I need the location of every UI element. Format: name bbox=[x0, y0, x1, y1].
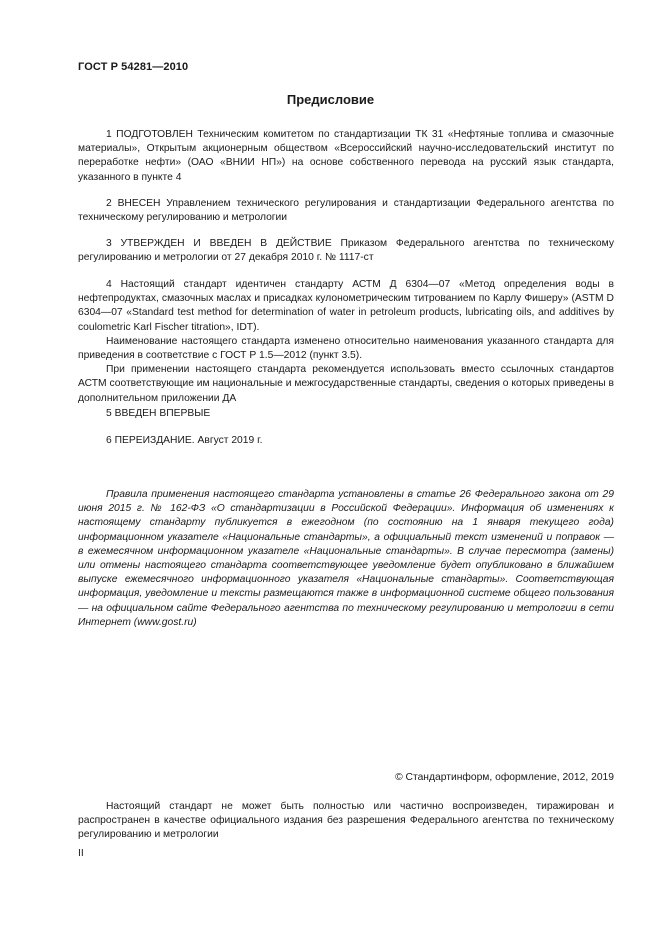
item-6-text: 6 ПЕРЕИЗДАНИЕ. Август 2019 г. bbox=[106, 435, 263, 446]
foreword-item-6 bbox=[78, 434, 614, 448]
item-1-text: 1 ПОДГОТОВЛЕН Техническим комитетом по стандартизации ТК 31 «Нефтяные топлива и смазочные материалы», Открытым акционерным обществом «Всероссийский научно-исследовательский институт по переработке нефти» (ОАО «ВНИИ НП») на основе собственного перевода на русский язык стандарта, указанного в пункте 4 bbox=[78, 129, 614, 183]
foreword-item-3 bbox=[78, 237, 614, 265]
foreword-item-2 bbox=[78, 197, 614, 225]
foreword-item-1 bbox=[78, 128, 614, 185]
item-4-text: 4 Настоящий стандарт идентичен стандарту АСТМ Д 6304—07 «Метод определения воды в нефтепродуктах, смазочных маслах и присадках кулонометрическим титрованием по Карлу Фишеру» (ASTM D 6304—07 «Standard test method for determination of water in petroleum products, lubricating oils, and additives by coulometric Karl Fischer titration», IDT). bbox=[78, 279, 614, 333]
foreword-item-4 bbox=[78, 278, 614, 406]
page-title: Предисловие bbox=[286, 92, 375, 107]
reproduction-notice bbox=[78, 800, 614, 843]
item-5-text: 5 ВВЕДЕН ВПЕРВЫЕ bbox=[106, 408, 211, 419]
item-4-paragraph-3: При применении настоящего стандарта рекомендуется использовать вместо ссылочных стандартов АСТМ соответствующие им национальные и межгосударственные стандарты, сведения о которых приведены в дополнительном приложении ДА bbox=[78, 364, 614, 404]
rules-notice-text: Правила применения настоящего стандарта установлены в статье 26 Федерального закона от 29 июня 2015 г. № 162-ФЗ «О стандартизации в Российской Федерации». Информация об изменениях к настоящему стандарту публикуется в ежегодном (по состоянию на 1 января текущего года) информационном указателе «Национальные стандарты», а официальный текст изменений и поправок — в ежемесячном информационном указателе «Национальные стандарты». В случае пересмотра (замены) или отмены настоящего стандарта соответствующее уведомление будет опубликовано в ближайшем выпуске ежемесячного информационного указателя «Национальные стандарты». Соответствующая информация, уведомление и тексты размещаются также в информационной системе общего пользования — на официальном сайте Федерального агентства по техническому регулированию и метрологии в сети Интернет (www.gost.ru) bbox=[78, 489, 614, 628]
rules-notice bbox=[78, 488, 614, 630]
page-number: II bbox=[78, 848, 84, 859]
item-3-text: 3 УТВЕРЖДЕН И ВВЕДЕН В ДЕЙСТВИЕ Приказом Федерального агентства по техническому регулированию и метрологии от 27 декабря 2010 г. № 1117-ст bbox=[78, 238, 614, 264]
item-4-paragraph-2: Наименование настоящего стандарта изменено относительно наименования указанного стандарта для приведения в соответствие с ГОСТ Р 1.5—2012 (пункт 3.5). bbox=[78, 335, 614, 362]
reproduction-notice-text: Настоящий стандарт не может быть полностью или частично воспроизведен, тиражирован и распространен в качестве официального издания без разрешения Федерального агентства по техническому регулированию и метрологии bbox=[78, 801, 614, 841]
standard-code: ГОСТ Р 54281—2010 bbox=[78, 61, 189, 73]
copyright-line: © Стандартинформ, оформление, 2012, 2019 bbox=[395, 772, 614, 783]
foreword-item-5 bbox=[78, 407, 614, 421]
item-2-text: 2 ВНЕСЕН Управлением технического регулирования и стандартизации Федерального агентства по техническому регулированию и метрологии bbox=[78, 198, 614, 224]
